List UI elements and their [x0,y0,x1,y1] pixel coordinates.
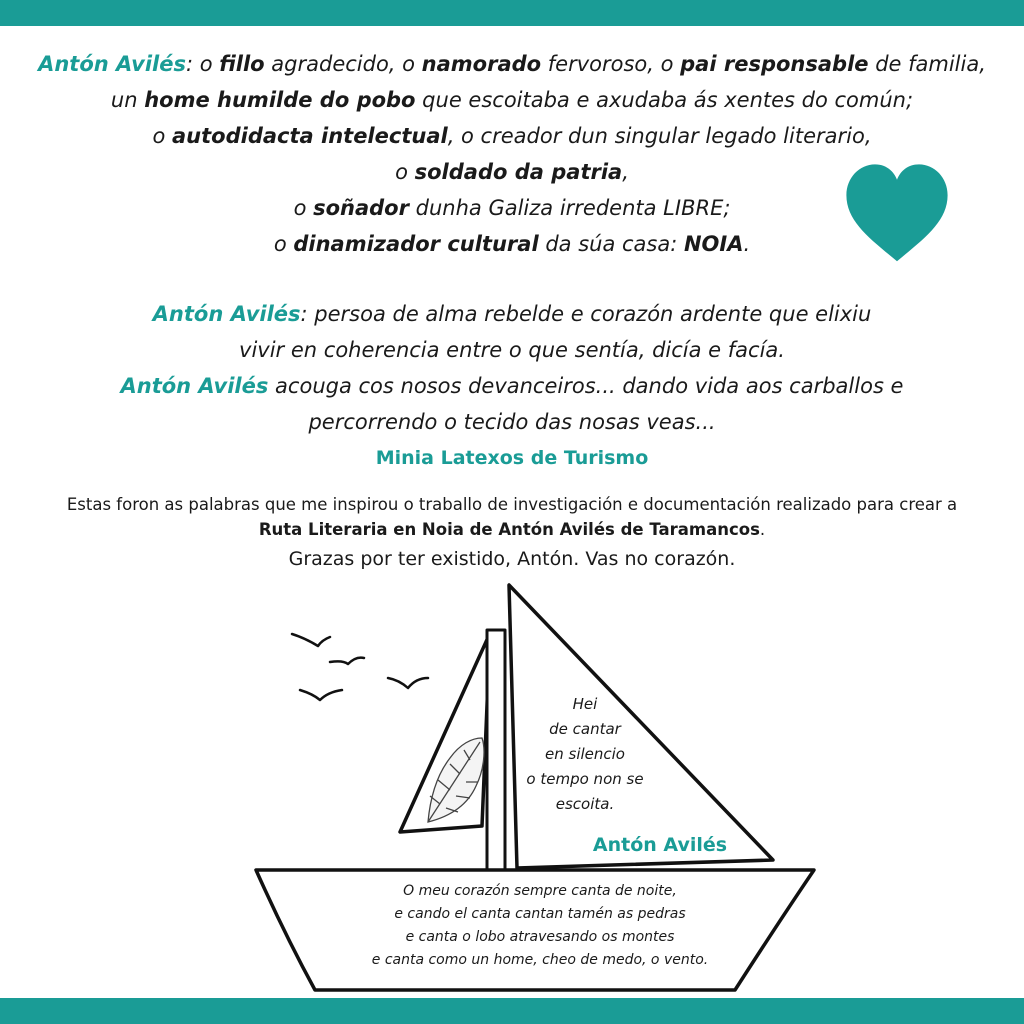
heart-icon [842,160,952,270]
poem-line: O meu corazón sempre canta de noite, [403,883,677,899]
note-route-line: Ruta Literaria en Noia de Antón Avilés de Taramancos. [258,520,766,539]
note-line: Estas foron as palabras que me inspirou o traballo de investigación e documentación realizado para crear a [66,495,958,514]
tribute-line: Antón Avilés: o fillo agradecido, o namorado fervoroso, o pai responsable de familia, [38,52,986,76]
poem-line: e cando el canta cantan tamén as pedras [394,906,686,922]
tribute-signature: Minia Latexos de Turismo [375,447,649,469]
route-name: Ruta Literaria en Noia de Antón Avilés de Taramancos [258,520,760,539]
tribute-line: o soñador dunha Galiza irredenta LIBRE; [293,196,731,220]
tribute-line: o autodidacta intelectual, o creador dun singular legado literario, [152,124,872,148]
author-name: Antón Avilés [120,374,269,398]
tribute-line: Antón Avilés acouga cos nosos devanceiros... dando vida aos carballos e [120,374,904,398]
poem-line: e canta o lobo atravesando os montes [405,929,675,945]
poem-line: o tempo non se [526,770,644,788]
thanks-line: Grazas por ter existido, Antón. Vas no corazón. [288,548,736,570]
tribute-line: o soldado da patria, [395,160,629,184]
top-band [0,0,1024,26]
bottom-band [0,998,1024,1024]
poem-line: escoita. [555,795,615,813]
inspiration-note [0,492,1024,574]
tribute-line: Antón Avilés: persoa de alma rebelde e corazón ardente que elixiu [152,302,872,326]
tribute-line: o dinamizador cultural da súa casa: NOIA. [273,232,751,256]
author-name: Antón Avilés [38,52,186,76]
tribute-line: vivir en coherencia entre o que sentía, dicía e facía. [239,338,785,362]
poem-line: de cantar [549,720,621,738]
poem-line: e canta como un home, cheo de medo, o vento. [371,952,709,968]
birds-icon [292,634,428,700]
poem-line: Hei [572,695,598,713]
tribute-line: percorrendo o tecido das nosas veas... [308,410,716,434]
hull-poem [300,880,780,972]
sail-poem [505,692,665,817]
author-name: Antón Avilés [152,302,301,326]
sail-author: Antón Avilés [592,834,728,856]
poem-line: en silencio [545,745,625,763]
tribute-line: un home humilde do pobo que escoitaba e axudaba ás xentes do común; [110,88,914,112]
